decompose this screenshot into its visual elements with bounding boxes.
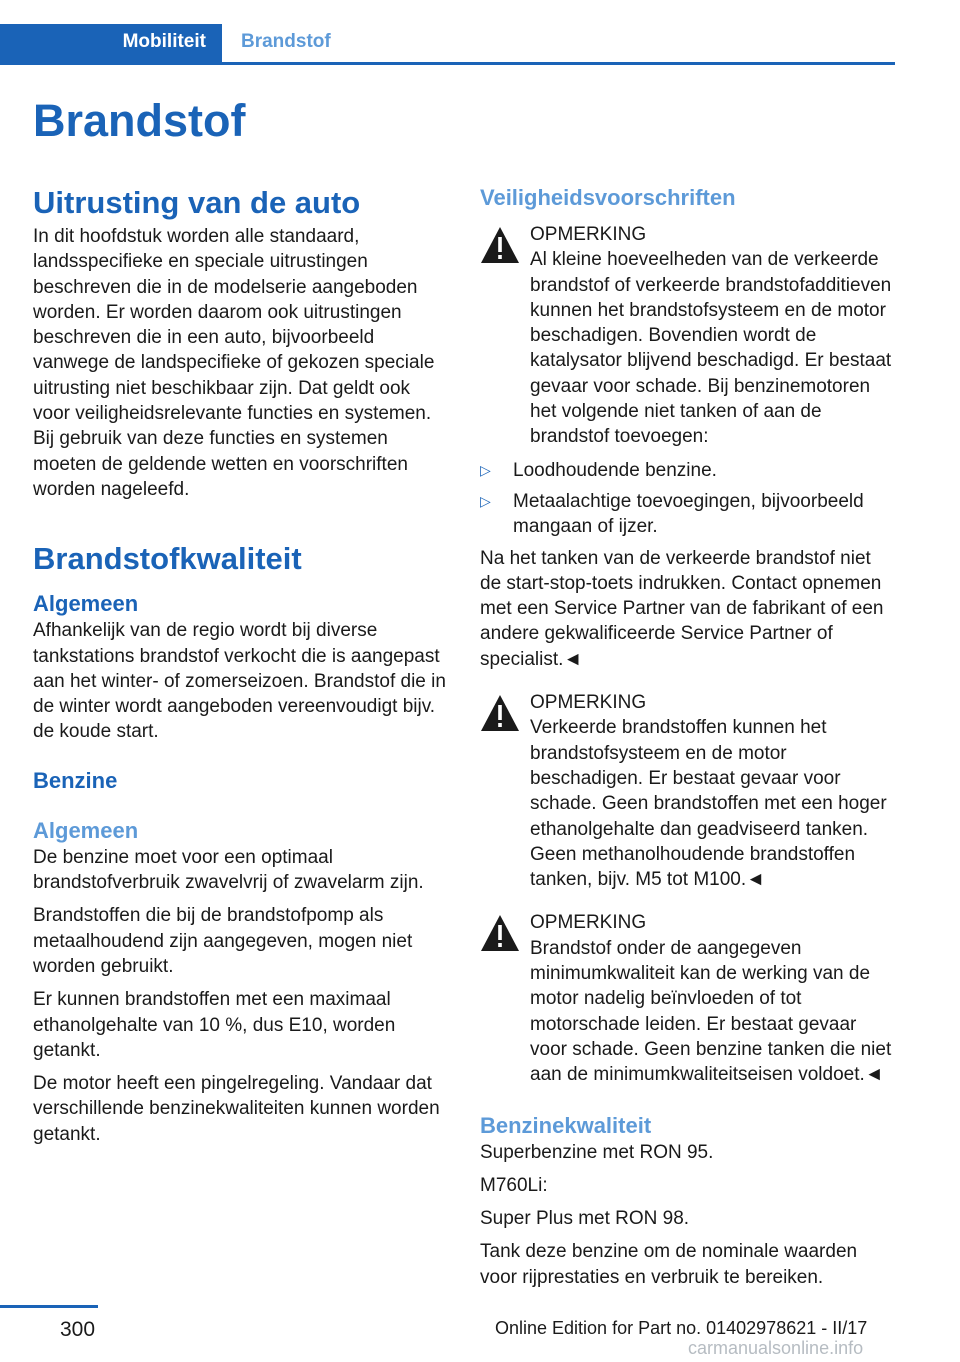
bullet-triangle-icon: ▷ (480, 461, 491, 478)
paragraph-quality-2: M760Li: (480, 1174, 548, 1196)
warning-label: OPMERKING (530, 692, 647, 714)
tab-brandstof[interactable]: Brandstof (241, 31, 331, 52)
warning-text-2: Verkeerde brandstoffen kunnen het brandstofsysteem en de motor beschadigen. Er bestaat gevaar voor schade. Geen brandstoffen met een hoger ethanolgehalte dan geadviseerd tanken. Geen methanolhoudende brandstoffen tanken, bijv. M5 tot M100.◄ (530, 717, 887, 891)
paragraph-quality-3: Super Plus met RON 98. (480, 1208, 690, 1230)
list-item: ▷ Metaalachtige toevoegingen, bijvoorbeeld mangaan of ijzer. (480, 490, 864, 538)
paragraph-benzine-3: Er kunnen brandstoffen met een maximaal ethanolgehalte van 10 %, dus E10, worden getankt. (33, 989, 396, 1061)
page-number: 300 (60, 1318, 96, 1341)
paragraph-quality-4: Tank deze benzine om de nominale waarden voor rijprestaties en verbruik te bereiken. (480, 1241, 858, 1288)
watermark: carmanualsonline.info (688, 1338, 864, 1358)
footer-edition: Online Edition for Part no. 01402978621 - II/17 (495, 1318, 868, 1338)
warning-triangle-icon (480, 694, 520, 732)
header-tab-bar (0, 24, 895, 65)
warning-block-1 (480, 222, 894, 450)
footer-rule (0, 1305, 98, 1308)
subsubsection-title-algemeen: Algemeen (33, 817, 139, 843)
left-column (33, 184, 447, 1147)
paragraph-after-warning-1: Na het tanken van de verkeerde brandstof niet de start-stop-toets indrukken. Contact opnemen met een Service Partner van de fabrikant of een andere gekwalificeerde Service Partner of specialist.◄ (480, 547, 884, 670)
warning-block-3 (480, 910, 894, 1087)
warning-text-3: Brandstof onder de aangegeven minimumkwaliteit kan de werking van de motor nadelig beïnvloeden of tot motorschade leiden. Er bestaat gevaar voor schade. Geen benzine tanken die niet aan de minimumkwaliteitseisen voldoet.◄ (530, 937, 892, 1086)
bullet-list (480, 458, 894, 540)
bullet-triangle-icon: ▷ (480, 492, 491, 509)
section-title-uitrusting: Uitrusting van de auto (33, 185, 361, 220)
paragraph-algemeen: Afhankelijk van de regio wordt bij diverse tankstations brandstof verkocht die is aangepast aan het winter- of zomerseizoen. Brandstof die in de winter wordt aangeboden vereenvoudigt bijv. de koude start. (33, 620, 446, 743)
section-title-veiligheid: Veiligheidsvoorschriften (480, 185, 736, 210)
right-column (480, 184, 894, 1290)
paragraph-uitrusting: In dit hoofdstuk worden alle standaard, landsspecifieke en speciale uitrustingen beschreven die in de modelserie aangeboden worden. Er worden daarom ook uitrustingen beschreven die in een auto, bijvoorbeeld vanwege de landspecifieke of gekozen speciale uitrusting niet beschikbaar zijn. Dat geldt ook voor veiligheidsrelevante functies en systemen. Bij gebruik van deze functies en systemen moeten de geldende wetten en voorschriften worden nageleefd. (33, 226, 435, 500)
warning-label: OPMERKING (530, 912, 647, 934)
warning-triangle-icon (480, 226, 520, 264)
subsection-title-benzinekwaliteit: Benzinekwaliteit (480, 1112, 652, 1138)
warning-block-2 (480, 690, 894, 892)
page-title: Brandstof (33, 95, 246, 146)
paragraph-quality-1: Superbenzine met RON 95. (480, 1141, 714, 1163)
tab-mobiliteit[interactable] (0, 24, 222, 62)
paragraph-benzine-1: De benzine moet voor een optimaal brandstofverbruik zwavelvrij of zwavelarm zijn. (33, 846, 424, 894)
subsection-title-benzine: Benzine (33, 767, 118, 793)
warning-text-1: Al kleine hoeveelheden van de verkeerde brandstof of verkeerde brandstofadditieven kunnen het brandstofsysteem en de motor beschadigen. Bovendien wordt de katalysator blijvend beschadigd. Er bestaat gevaar voor schade. Bij benzinemotoren het volgende niet tanken of aan de brandstof toevoegen: (530, 249, 892, 448)
subsection-title-algemeen: Algemeen (33, 591, 139, 617)
section-title-brandstofkwaliteit: Brandstofkwaliteit (33, 541, 302, 577)
list-item: ▷ Loodhoudende benzine. (480, 458, 894, 483)
paragraph-benzine-2: Brandstoffen die bij de brandstofpomp als metaalhoudend zijn aangegeven, mogen niet worden gebruikt. (33, 905, 413, 977)
tab-mobiliteit-label: Mobiliteit (122, 31, 206, 52)
warning-triangle-icon (480, 914, 520, 952)
paragraph-benzine-4: De motor heeft een pingelregeling. Vandaar dat verschillende benzinekwaliteiten kunnen worden getankt. (33, 1073, 440, 1145)
warning-label: OPMERKING (530, 224, 647, 245)
